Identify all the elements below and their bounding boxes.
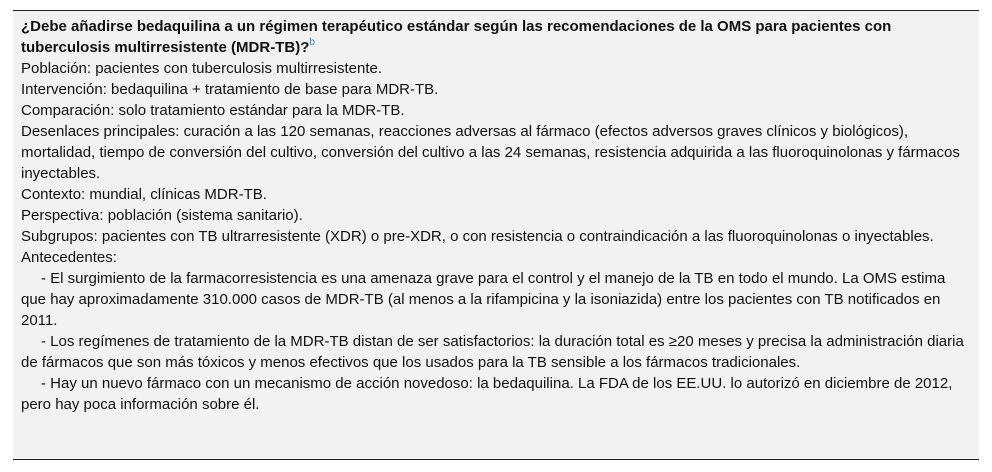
perspective-line: Perspectiva: población (sistema sanitario).: [21, 207, 303, 224]
comparison-line: Comparación: solo tratamiento estándar para la MDR-TB.: [21, 102, 405, 119]
population-line: Población: pacientes con tuberculosis multirresistente.: [21, 60, 383, 77]
footnote-link[interactable]: b: [309, 37, 315, 48]
context-line: Contexto: mundial, clínicas MDR-TB.: [21, 186, 267, 203]
background-item-resistance: - El surgimiento de la farmacorresistencia es una amenaza grave para el control y el manejo de la TB en todo el mundo. La OMS estima que hay aproximadamente 310.000 casos de MDR-TB (al menos a la rifampicina y la isoniazida) entre los pacientes con TB notificados en 2011.: [21, 270, 946, 329]
intervention-line: Intervención: bedaquilina + tratamiento de base para MDR-TB.: [21, 81, 439, 98]
background-item-bedaquiline: - Hay un nuevo fármaco con un mecanismo de acción novedoso: la bedaquilina. La FDA de los EE.UU. lo autorizó en diciembre de 2012, pero hay poca información sobre él.: [21, 375, 953, 413]
background-item-regimens: - Los regímenes de tratamiento de la MDR-TB distan de ser satisfactorios: la duración total es ≥20 meses y precisa la administración diaria de fármacos que son más tóxicos y menos efectivos que los usados para la TB sensible a los fármacos tradicionales.: [21, 333, 964, 371]
background-heading: Antecedentes:: [21, 249, 117, 266]
question-heading: [21, 16, 971, 58]
pico-table: [13, 10, 979, 460]
subgroups-line: Subgrupos: pacientes con TB ultrarresistente (XDR) o pre-XDR, o con resistencia o contraindicación a las fluoroquinolonas o inyectables.: [21, 228, 934, 245]
question-text: ¿Debe añadirse bedaquilina a un régimen terapéutico estándar según las recomendaciones de la OMS para pacientes con tuberculosis multirresistente (MDR-TB)?: [21, 18, 892, 56]
outcomes-line: Desenlaces principales: curación a las 120 semanas, reacciones adversas al fármaco (efectos adversos graves clínicos y biológicos), mortalidad, tiempo de conversión del cultivo, conversión del cultivo a las 24 semanas, resistencia adquirida a las fluoroquinolonas y fármacos inyectables.: [21, 123, 960, 182]
